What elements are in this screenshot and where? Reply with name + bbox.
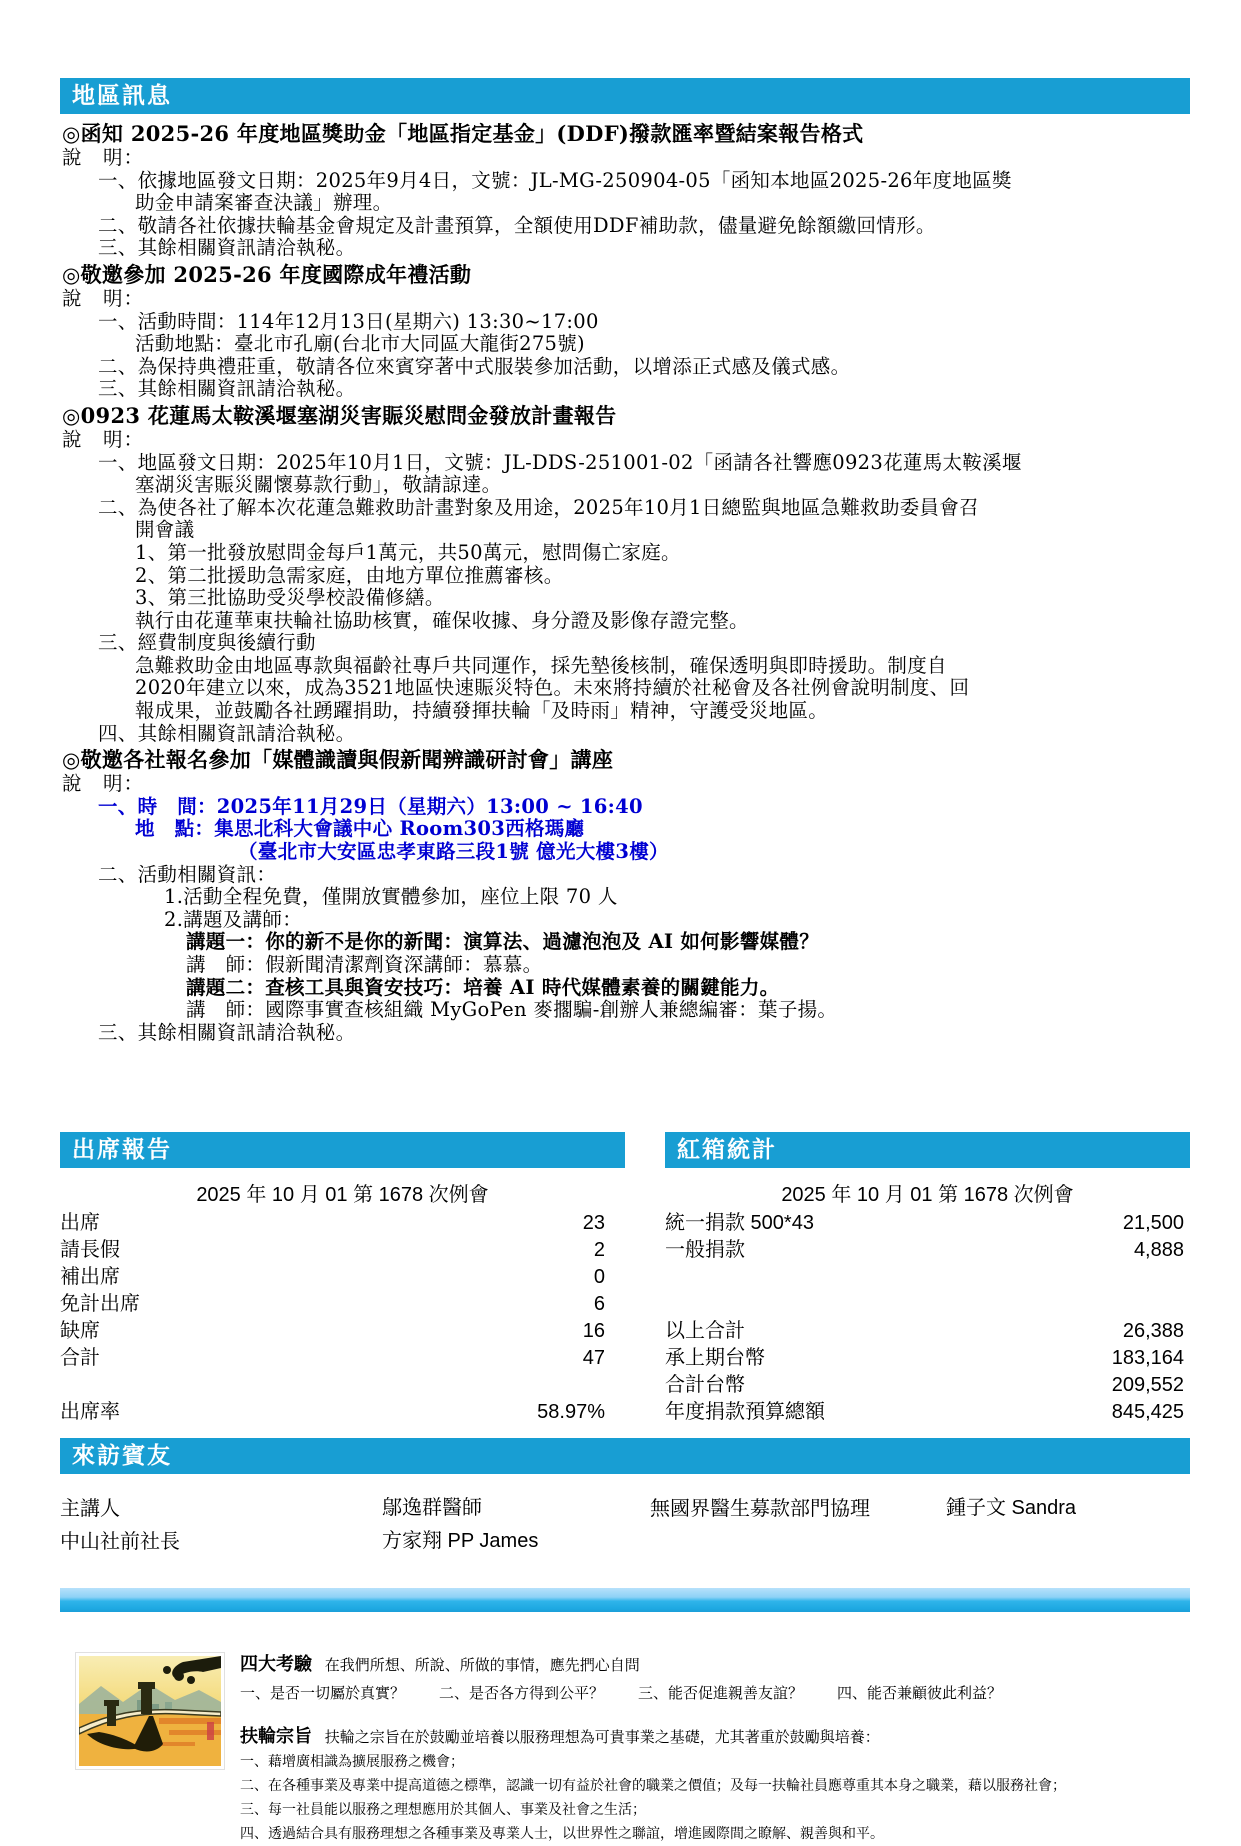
doc-line: 一、時 間：2025年11月29日（星期六）13:00 ~ 16:40 xyxy=(98,794,643,818)
table-row xyxy=(60,1372,625,1399)
doc-line: 助金申請案審查決議」辦理。 xyxy=(135,191,393,215)
guest-person xyxy=(946,1525,1190,1558)
doc-line: 講 師：假新聞清潔劑資深講師：慕慕。 xyxy=(186,953,543,976)
table-row xyxy=(60,1318,625,1345)
attendance-report-section xyxy=(60,1132,625,1426)
attendance-rows xyxy=(60,1210,625,1426)
guest-name: 方家翔 PP James xyxy=(382,1530,539,1553)
doc-line: 3、第三批協助受災學校設備修繕。 xyxy=(135,586,445,610)
section-header-guests xyxy=(60,1438,1190,1474)
section-title-attendance: 出席報告 xyxy=(72,1136,172,1164)
doc-line: 活動地點：臺北市孔廟(台北市大同區大龍街275號) xyxy=(135,332,585,356)
row-label: 出席 xyxy=(60,1212,100,1235)
doc-line: 二、為使各社了解本次花蓮急難救助計畫對象及用途，2025年10月1日總監與地區急難救助委員會召 xyxy=(98,495,979,519)
row-value: 16 xyxy=(582,1320,605,1343)
rotary-purpose-item: 三、每一社員能以服務之理想應用於其個人、事業及社會之生活； xyxy=(240,1802,646,1819)
doc-line: 講題一：你的新不是你的新聞：演算法、過濾泡泡及 AI 如何影響媒體？ xyxy=(186,930,820,954)
section-title-redbox: 紅箱統計 xyxy=(677,1136,777,1164)
row-label: 出席率 xyxy=(60,1401,120,1424)
doc-line: 說 明： xyxy=(62,286,145,310)
table-row xyxy=(60,1291,625,1318)
doc-line: 塞湖災害賑災關懷募款行動」，敬請諒達。 xyxy=(135,473,502,497)
attendance-meeting-title: 2025 年 10 月 01 第 1678 次例會 xyxy=(196,1184,489,1207)
footer-section xyxy=(60,1650,1190,1846)
guest-org: 無國界醫生募款部門協理 xyxy=(650,1496,870,1521)
rotary-purpose-intro: 扶輪之宗旨在於鼓勵並培養以服務理想為可貴事業之基礎，尤其著重於鼓勵與培養： xyxy=(324,1728,880,1747)
row-label: 補出席 xyxy=(60,1266,120,1289)
row-value: 47 xyxy=(582,1347,605,1370)
doc-line: 一、活動時間：114年12月13日(星期六) 13:30~17:00 xyxy=(98,309,599,333)
guest-org xyxy=(650,1525,946,1558)
row-label: 統一捐款 500*43 xyxy=(665,1212,814,1235)
doc-line: 急難救助金由地區專款與福齡社專戶共同運作，採先墊後核制，確保透明與即時援助。制度自 xyxy=(135,653,947,677)
doc-line: ◎敬邀參加 2025-26 年度國際成年禮活動 xyxy=(62,261,472,287)
doc-line: 三、其餘相關資訊請洽執秘。 xyxy=(98,236,356,260)
doc-line: 2、第二批援助急需家庭，由地方單位推薦審核。 xyxy=(135,563,564,587)
rotary-purpose-heading xyxy=(240,1722,1190,1750)
japanese-bridge-landscape-painting-icon xyxy=(79,1656,221,1766)
table-row xyxy=(665,1210,1190,1237)
doc-line: 三、經費制度與後續行動 xyxy=(98,631,316,655)
row-label: 免計出席 xyxy=(60,1293,140,1316)
table-row xyxy=(665,1237,1190,1264)
four-way-test-items xyxy=(240,1678,1190,1708)
row-value: 6 xyxy=(593,1293,605,1316)
redbox-rows xyxy=(665,1210,1190,1426)
row-value: 23 xyxy=(582,1212,605,1235)
doc-line: 1.活動全程免費，僅開放實體參加，座位上限 70 人 xyxy=(164,885,618,909)
doc-line: 一、依據地區發文日期：2025年9月4日，文號：JL-MG-250904-05「函知本地區2025-26年度地區獎 xyxy=(98,168,1012,192)
table-row xyxy=(60,1237,625,1264)
doc-line: 二、敬請各社依據扶輪基金會規定及計畫預算，全額使用DDF補助款，儘量避免餘額繳回情形。 xyxy=(98,213,936,237)
doc-line: 說 明： xyxy=(62,146,145,169)
table-row xyxy=(665,1291,1190,1318)
row-label: 合計台幣 xyxy=(665,1374,745,1397)
row-value: 26,388 xyxy=(1122,1320,1184,1343)
four-way-test-title: 四大考驗 xyxy=(240,1654,312,1675)
section-header-attendance xyxy=(60,1132,625,1168)
doc-line: ◎敬邀各社報名參加「媒體識讀與假新聞辨識研討會」講座 xyxy=(62,747,614,773)
doc-line: （臺北市大安區忠孝東路三段1號 億光大樓3樓） xyxy=(238,840,669,864)
row-label: 合計 xyxy=(60,1347,100,1370)
row-value: 2 xyxy=(593,1239,605,1262)
guest-person: 鍾子文 Sandra xyxy=(946,1497,1077,1520)
table-row xyxy=(665,1372,1190,1399)
rotary-purpose-title: 扶輪宗旨 xyxy=(240,1726,312,1747)
doc-line: 二、為保持典禮莊重，敬請各位來賓穿著中式服裝參加活動，以增添正式感及儀式感。 xyxy=(98,354,851,378)
section-header-district-news xyxy=(60,78,1190,114)
newsletter-page xyxy=(60,78,1190,1846)
redbox-meeting-title: 2025 年 10 月 01 第 1678 次例會 xyxy=(781,1184,1074,1207)
guest-name: 鄔逸群醫師 xyxy=(382,1497,482,1520)
redbox-stats-section xyxy=(665,1132,1190,1426)
table-row xyxy=(665,1399,1190,1426)
guests-table xyxy=(60,1492,1190,1558)
doc-line: 三、其餘相關資訊請洽執秘。 xyxy=(98,377,356,401)
table-row xyxy=(665,1264,1190,1291)
row-value: 845,425 xyxy=(1111,1401,1184,1424)
table-row xyxy=(665,1318,1190,1345)
four-way-test-intro: 在我們所想、所說、所做的事情，應先捫心自問 xyxy=(324,1656,640,1675)
four-way-test-item: 二、是否各方得到公平？ xyxy=(439,1684,605,1703)
row-label: 缺席 xyxy=(60,1320,100,1343)
table-row xyxy=(60,1399,625,1426)
row-value: 209,552 xyxy=(1111,1374,1184,1397)
rotary-purpose-item: 四、透過結合具有服務理想之各種事業及專業人士，以世界性之聯誼，增進國際間之瞭解、親善與和平。 xyxy=(240,1826,884,1843)
section-header-redbox xyxy=(665,1132,1190,1168)
bridge-painting-image xyxy=(75,1652,225,1770)
section-title-guests: 來訪賓友 xyxy=(72,1442,172,1470)
row-label: 以上合計 xyxy=(665,1320,745,1343)
guest-row xyxy=(60,1525,1190,1558)
doc-line: 執行由花蓮華東扶輪社協助核實，確保收據、身分證及影像存證完整。 xyxy=(135,608,749,632)
row-value: 0 xyxy=(593,1266,605,1289)
guest-row xyxy=(60,1492,1190,1525)
doc-line: 三、其餘相關資訊請洽執秘。 xyxy=(98,1020,356,1044)
row-value: 21,500 xyxy=(1122,1212,1184,1235)
doc-line: 地 點：集思北科大會議中心 Room303西格瑪廳 xyxy=(135,817,585,841)
doc-line: 1、第一批發放慰問金每戶1萬元，共50萬元，慰問傷亡家庭。 xyxy=(135,540,681,564)
table-row xyxy=(60,1210,625,1237)
row-value: 4,888 xyxy=(1133,1239,1184,1262)
attendance-table xyxy=(60,1180,625,1426)
doc-line: ◎函知 2025-26 年度地區獎助金「地區指定基金」(DDF)撥款匯率暨結案報告格式 xyxy=(62,121,864,146)
table-row xyxy=(60,1345,625,1372)
doc-line: 說 明： xyxy=(62,772,145,796)
row-label: 承上期台幣 xyxy=(665,1347,765,1370)
redbox-table xyxy=(665,1180,1190,1426)
four-way-test-heading xyxy=(240,1650,1190,1678)
row-label: 請長假 xyxy=(60,1239,120,1262)
district-news-body xyxy=(60,119,1190,1044)
doc-line: 報成果，並鼓勵各社踴躍捐助，持續發揮扶輪「及時雨」精神，守護受災地區。 xyxy=(135,699,829,723)
doc-line: 開會議 xyxy=(135,518,195,542)
doc-line: ◎0923 花蓮馬太鞍溪堰塞湖災害賑災慰問金發放計畫報告 xyxy=(62,402,617,428)
doc-line: 二、活動相關資訊： xyxy=(98,862,277,886)
stats-columns xyxy=(60,1132,1190,1426)
doc-line: 講題二：查核工具與資安技巧：培養 AI 時代媒體素養的關鍵能力。 xyxy=(186,975,780,999)
rotary-purpose-items xyxy=(240,1750,1190,1846)
row-value: 183,164 xyxy=(1111,1347,1184,1370)
doc-line: 說 明： xyxy=(62,427,145,451)
section-title-district-news: 地區訊息 xyxy=(72,82,172,109)
doc-line: 2020年建立以來，成為3521地區快速賑災特色。未來將持續於社秘會及各社例會說明制度、回 xyxy=(135,676,970,700)
four-way-test-item: 四、能否兼顧彼此利益？ xyxy=(837,1684,1003,1703)
row-label: 年度捐款預算總額 xyxy=(665,1401,825,1424)
table-row xyxy=(60,1264,625,1291)
table-row xyxy=(665,1345,1190,1372)
guest-role: 主講人 xyxy=(60,1496,120,1521)
four-way-test-item: 三、能否促進親善友誼？ xyxy=(638,1684,804,1703)
row-value: 58.97% xyxy=(537,1401,605,1424)
doc-line: 2.講題及講師： xyxy=(164,907,303,931)
guest-role: 中山社前社長 xyxy=(60,1529,180,1554)
four-way-test-item: 一、是否一切屬於真實？ xyxy=(240,1684,406,1703)
divider-bar xyxy=(60,1588,1190,1612)
row-label: 一般捐款 xyxy=(665,1239,745,1262)
rotary-purpose-item: 一、藉增廣相識為擴展服務之機會； xyxy=(240,1754,464,1771)
footer-text xyxy=(240,1650,1190,1846)
doc-line: 講 師：國際事實查核組織 MyGoPen 麥擱騙-創辦人兼總編審：葉子揚。 xyxy=(186,998,838,1022)
rotary-purpose-item: 二、在各種事業及專業中提高道德之標準，認識一切有益於社會的職業之價值；及每一扶輪社員應尊重其本身之職業，藉以服務社會； xyxy=(240,1778,1066,1795)
doc-line: 一、地區發文日期：2025年10月1日，文號：JL-DDS-251001-02「函請各社響應0923花蓮馬太鞍溪堰 xyxy=(98,450,1022,474)
doc-line: 四、其餘相關資訊請洽執秘。 xyxy=(98,721,356,745)
